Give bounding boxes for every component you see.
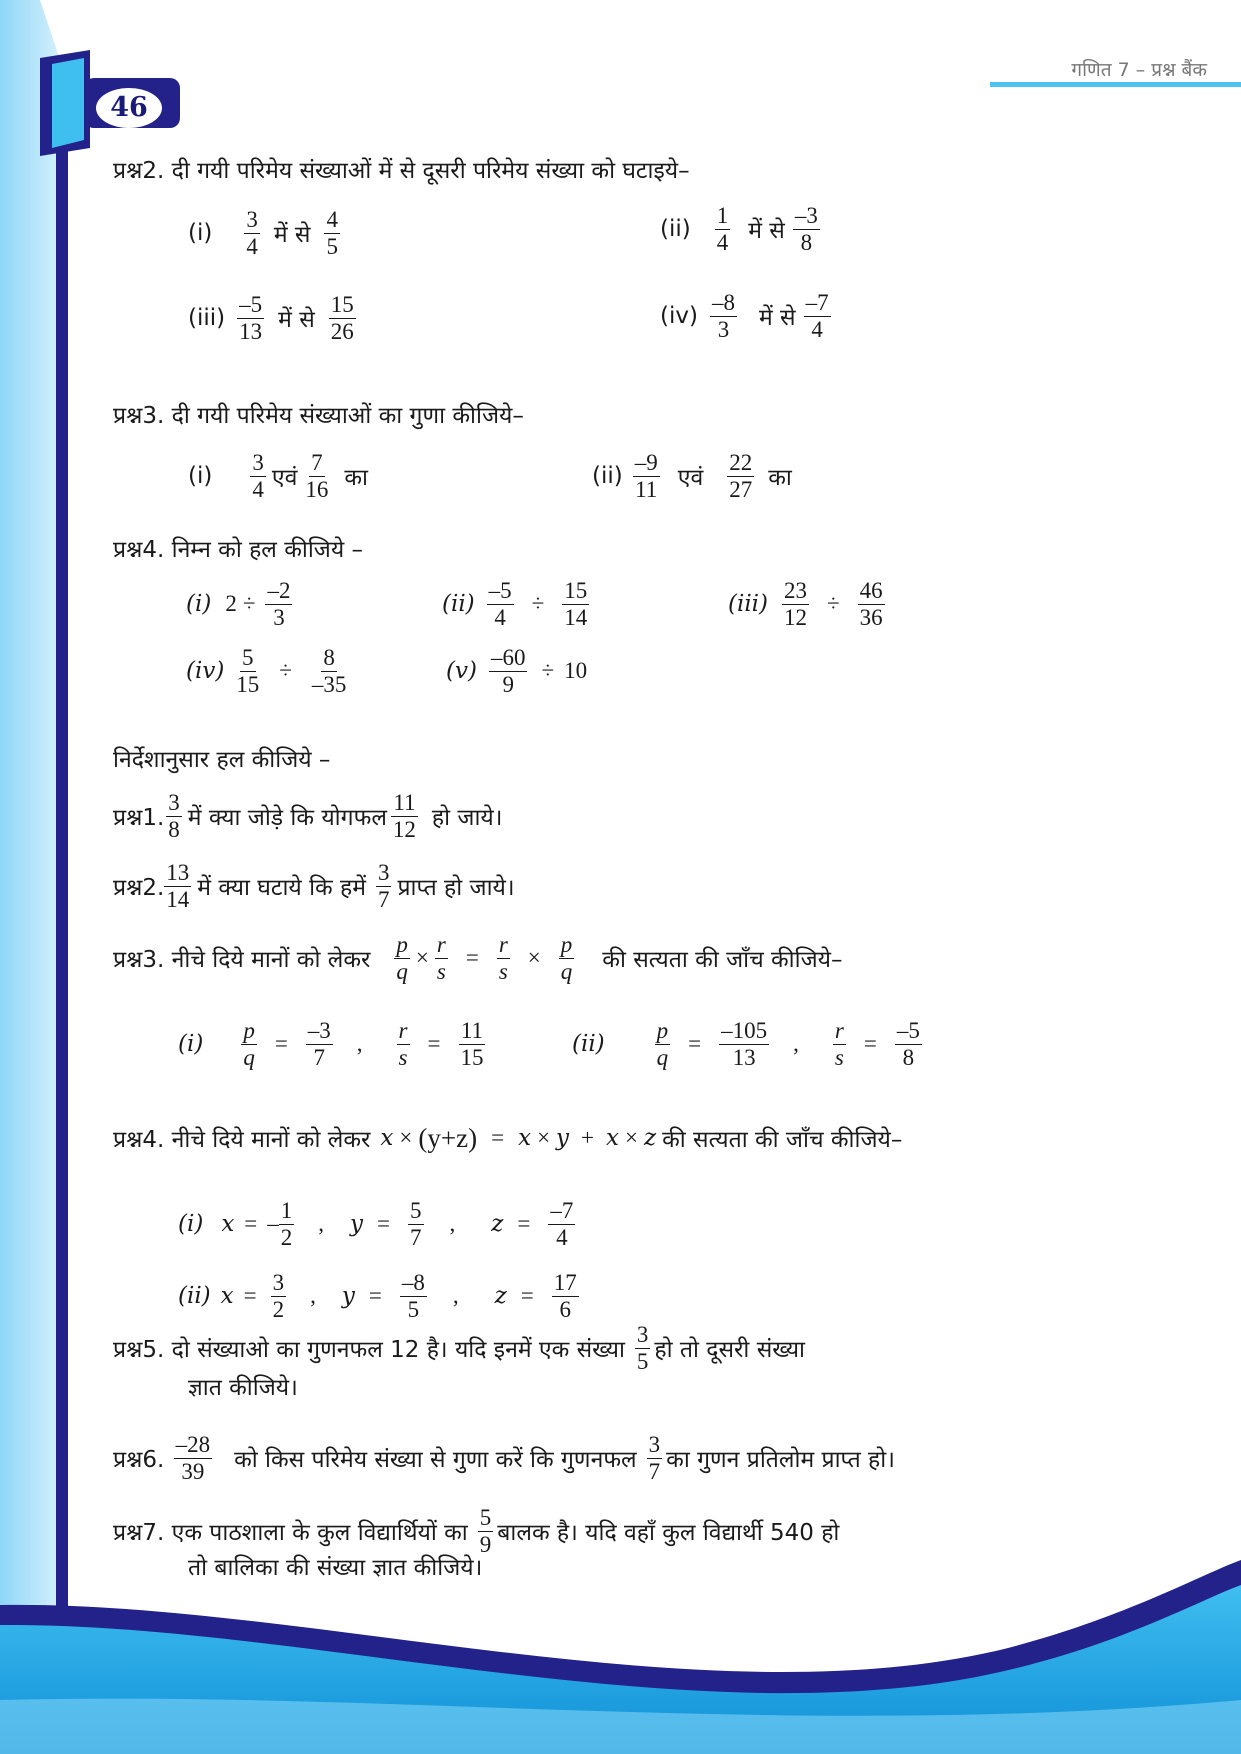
s3-question (113, 932, 843, 985)
comma: , (318, 1211, 325, 1237)
var-y: y (341, 1283, 355, 1310)
fraction: $\frac{p}{q}$ (560, 932, 573, 984)
s6-label: प्रश्न6. (113, 1447, 165, 1474)
header-rule (990, 82, 1241, 87)
equals-sign: = (274, 1031, 288, 1057)
s4-item-1 (178, 1198, 579, 1251)
s1-question (113, 790, 502, 843)
var-y: y (556, 1125, 570, 1151)
s5-question (113, 1322, 805, 1375)
fraction: 1 4 (716, 203, 729, 255)
fraction: $\frac{p}{q}$ (396, 932, 408, 984)
equals-sign: = (377, 1211, 391, 1237)
item-number: (i) (178, 1211, 204, 1238)
s6-text: को किस परिमेय संख्या से गुणा करें कि गुणनफल (234, 1447, 637, 1474)
fraction: $\frac{-7}{4}$ (550, 1198, 574, 1250)
times-sign: × (399, 1125, 413, 1150)
fraction: –7 4 (805, 290, 829, 342)
item-connector: में से (748, 218, 785, 245)
item-number: (v) (446, 658, 477, 685)
item-connector: में से (758, 305, 796, 332)
q3-item-2 (592, 450, 792, 503)
item-number: (i) (188, 463, 213, 490)
fraction: 4 5 (326, 207, 338, 259)
equals-sign: = (465, 945, 479, 971)
fraction: $\frac{3}{2}$ (272, 1270, 285, 1322)
fraction: 1 2 (280, 1198, 293, 1250)
fraction: –28 39 (175, 1432, 211, 1484)
s1-text: में क्या जोड़े कि योगफल (187, 805, 387, 832)
header-title: गणित 7 – प्रश्न बैंक (1071, 59, 1207, 81)
fraction: $\frac{p}{q}$ (243, 1018, 255, 1070)
fraction: –5 13 (239, 292, 263, 344)
fraction: 3 8 (168, 790, 180, 842)
fraction: $\frac{15}{14}$ (564, 578, 588, 630)
q2-item-2 (660, 203, 824, 256)
q3-label: प्रश्न3. (113, 403, 165, 429)
q2-item-1 (188, 207, 344, 260)
fraction: $\frac{8}{-35}$ (311, 645, 347, 697)
q3-item-1 (188, 450, 368, 503)
fraction: $\frac{5}{7}$ (410, 1198, 422, 1250)
equals-sign: = (863, 1031, 877, 1057)
q2-item-3 (188, 292, 360, 345)
math-value: 2 (225, 591, 237, 617)
comma: , (452, 1283, 459, 1309)
fraction: $\frac{-8}{5}$ (401, 1270, 425, 1322)
s3-label: प्रश्न3. (113, 947, 165, 974)
s3-text: नीचे दिये मानों को लेकर (171, 947, 371, 974)
q4-item-2 (442, 578, 593, 631)
fraction: 5 9 (479, 1505, 492, 1557)
equals-sign: = (368, 1283, 382, 1309)
equals-sign: = (491, 1125, 505, 1150)
fraction: –9 11 (634, 450, 658, 502)
s4-text-end: की सत्यता की जाँच कीजिये– (662, 1127, 903, 1153)
item-number: (ii) (660, 216, 691, 243)
q4-label: प्रश्न4. (113, 537, 165, 563)
s2-text: में क्या घटाये कि हमें (197, 875, 366, 902)
comma: , (793, 1031, 799, 1057)
s7-label: प्रश्न7. (113, 1520, 165, 1547)
item-connector: का (344, 465, 368, 492)
fraction: $\frac{23}{12}$ (784, 578, 808, 630)
comma: , (449, 1211, 456, 1237)
divide-sign: ÷ (827, 591, 840, 617)
s7-text: एक पाठशाला के कुल विद्यार्थियों का (171, 1520, 468, 1547)
var-z: z (644, 1125, 657, 1151)
fraction: 3 7 (648, 1432, 661, 1484)
s5-label: प्रश्न5. (113, 1337, 165, 1364)
s3-text-end: की सत्यता की जाँच कीजिये– (602, 947, 843, 974)
fraction: $\frac{p}{q}$ (656, 1018, 669, 1070)
q2-label: प्रश्न2. (113, 158, 165, 184)
equals-sign: = (427, 1031, 441, 1057)
s7-continuation: तो बालिका की संख्या ज्ञात कीजिये। (188, 1555, 483, 1581)
paren-expression: (y+z) (418, 1122, 478, 1153)
s6-text-end: का गुणन प्रतिलोम प्राप्त हो। (666, 1447, 895, 1474)
times-sign: × (415, 945, 429, 971)
equals-sign: = (244, 1211, 258, 1237)
comma: , (310, 1283, 316, 1309)
s5-text-mid: हो तो दूसरी संख्या (654, 1337, 806, 1364)
item-connector: में से (278, 307, 315, 334)
item-connector: एवं (271, 465, 298, 492)
item-number: (iii) (728, 591, 769, 618)
fraction: $\frac{-60}{9}$ (490, 645, 526, 697)
fraction: 15 26 (330, 292, 354, 344)
item-number: (ii) (442, 591, 475, 618)
item-connector: में से (273, 222, 311, 249)
var-z: z (494, 1283, 507, 1310)
q4-text: निम्न को हल कीजिये – (171, 537, 364, 563)
fraction: $\frac{r}{s}$ (498, 932, 508, 984)
fraction: 11 12 (392, 790, 416, 842)
divide-sign: ÷ (531, 591, 545, 617)
s6-question (113, 1432, 895, 1485)
item-number: (ii) (572, 1031, 605, 1058)
item-connector: का (768, 465, 792, 492)
fraction: $\frac{-5}{8}$ (896, 1018, 920, 1070)
equals-sign: = (688, 1031, 702, 1057)
fraction: $\frac{5}{15}$ (236, 645, 260, 697)
fraction: 3 4 (246, 207, 258, 259)
fraction: $\frac{-3}{7}$ (307, 1018, 331, 1070)
comma: , (356, 1031, 363, 1057)
times-sign: × (625, 1125, 638, 1150)
item-number: (i) (188, 220, 213, 247)
equals-sign: = (243, 1283, 257, 1309)
var-x: x (518, 1125, 532, 1151)
var-z: z (491, 1211, 504, 1238)
s3-item-2 (572, 1018, 926, 1071)
q4-item-3 (728, 578, 889, 631)
s2-question (113, 860, 515, 913)
divide-sign: ÷ (242, 591, 256, 617)
fraction: $\frac{r}{s}$ (398, 1018, 408, 1070)
fraction: $\frac{11}{15}$ (460, 1018, 484, 1070)
q4-item-1 (186, 578, 296, 631)
var-x: x (606, 1125, 620, 1151)
section-heading: निर्देशानुसार हल कीजिये – (113, 747, 331, 773)
fraction: –8 3 (711, 290, 735, 342)
fraction: 7 16 (305, 450, 329, 502)
s4-label: प्रश्न4. (113, 1127, 165, 1153)
plus-sign: + (581, 1125, 595, 1150)
item-number: (iii) (188, 305, 226, 332)
fraction: $\frac{r}{s}$ (436, 932, 446, 984)
divide-sign: ÷ (279, 658, 292, 684)
fraction: $\frac{r}{s}$ (834, 1018, 844, 1070)
fraction: 3 7 (377, 860, 390, 912)
q2-item-4 (660, 290, 835, 343)
s7-text-mid: बालक है। यदि वहाँ कुल विद्यार्थी 540 हो (497, 1520, 840, 1547)
s1-text-end: हो जाये। (431, 805, 503, 832)
s4-text: नीचे दिये मानों को लेकर (171, 1127, 371, 1153)
fraction: $\frac{17}{6}$ (553, 1270, 577, 1322)
q4-heading (113, 532, 363, 564)
s3-item-1 (178, 1018, 489, 1071)
var-y: y (350, 1211, 364, 1238)
fraction: 13 14 (166, 860, 190, 912)
s5-text: दो संख्याओ का गुणनफल 12 है। यदि इनमें एक संख्या (171, 1337, 625, 1364)
q4-item-4 (186, 645, 352, 698)
times-sign: × (537, 1125, 551, 1150)
var-x: x (380, 1125, 394, 1151)
q2-text: दी गयी परिमेय संख्याओं में से दूसरी परिमेय संख्या को घटाइये– (171, 158, 690, 184)
item-number: (i) (178, 1031, 204, 1058)
s2-text-end: प्राप्त हो जाये। (397, 875, 515, 902)
fraction: $\frac{-105}{13}$ (721, 1018, 768, 1070)
fraction: –3 8 (794, 203, 818, 255)
s1-label: प्रश्न1. (113, 805, 165, 832)
item-number: (ii) (178, 1283, 211, 1310)
divide-sign: ÷ (541, 658, 555, 684)
equals-sign: = (520, 1283, 534, 1309)
s4-item-2 (178, 1270, 583, 1323)
item-number: (iv) (660, 303, 698, 330)
item-connector: एवं (677, 465, 704, 492)
var-x: x (220, 1283, 234, 1310)
s4-question (113, 1122, 902, 1154)
q3-text: दी गयी परिमेय संख्याओं का गुणा कीजिये– (171, 403, 524, 429)
fraction: 3 4 (252, 450, 264, 502)
times-sign: × (527, 945, 541, 971)
item-number: (iv) (186, 658, 225, 685)
equals-sign: = (517, 1211, 531, 1237)
q3-heading (113, 398, 524, 430)
item-number: (i) (186, 591, 212, 618)
fraction: 22 27 (729, 450, 753, 502)
q4-item-5 (446, 645, 587, 698)
s5-continuation: ज्ञात कीजिये। (188, 1375, 298, 1401)
fraction: $\frac{46}{36}$ (859, 578, 883, 630)
page-number: 46 (96, 88, 162, 128)
minus-sign: – (267, 1211, 279, 1237)
fraction: $\frac{-2}{3}$ (267, 578, 291, 630)
q2-heading (113, 153, 690, 185)
var-x: x (221, 1211, 235, 1238)
s2-label: प्रश्न2. (113, 875, 165, 902)
fraction: 3 5 (636, 1322, 649, 1374)
fraction: $\frac{-5}{4}$ (488, 578, 512, 630)
math-value: 10 (564, 658, 588, 684)
item-number: (ii) (592, 463, 623, 490)
